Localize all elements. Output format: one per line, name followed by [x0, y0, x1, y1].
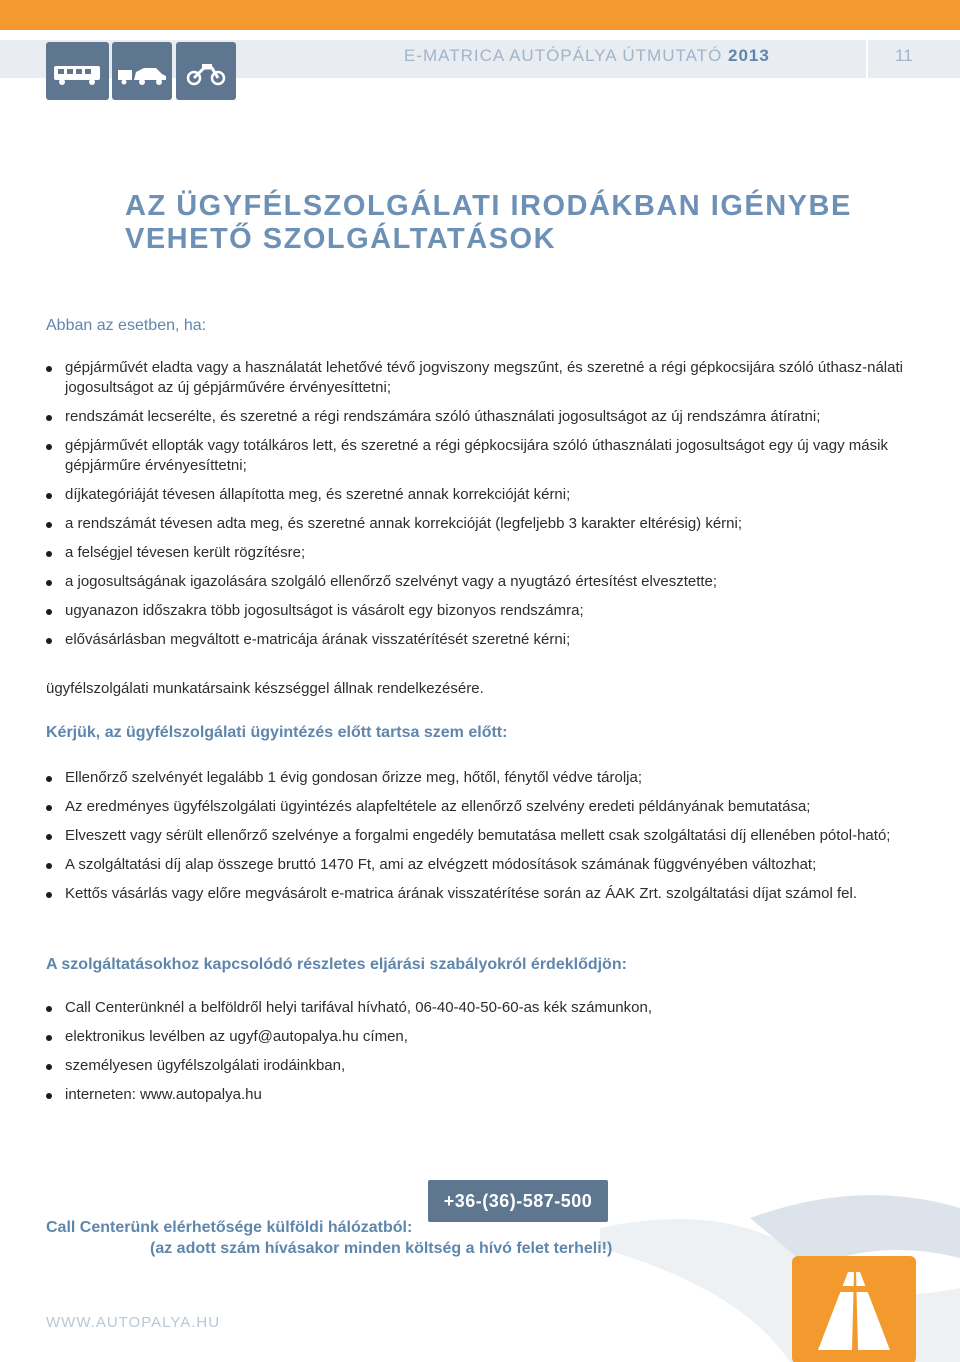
bus-truck-icon	[46, 42, 109, 100]
header-title	[404, 46, 770, 66]
list-item: A szolgáltatási díj alap összege bruttó 1470 Ft, ami az elvégzett módosítások számának függvényében változhat;	[46, 855, 920, 875]
inquiry-list	[46, 998, 920, 1114]
list-item: Az eredményes ügyfélszolgálati ügyintézés alapfeltétele az ellenőrző szelvény eredeti példányának bemutatása;	[46, 797, 920, 817]
reminder-heading: Kérjük, az ügyfélszolgálati ügyintézés előtt tartsa szem előtt:	[46, 724, 508, 741]
page-title	[125, 190, 885, 256]
page-title-line1: AZ ÜGYFÉLSZOLGÁLATI IRODÁKBAN IGÉNYBE	[125, 190, 852, 222]
list-item: rendszámát lecserélte, és szeretné a régi rendszámára szóló úthasználati jogosultságot az új rendszámra átíratni;	[46, 407, 920, 427]
header-divider	[866, 40, 868, 78]
header-title-text: E-MATRICA AUTÓPÁLYA ÚTMUTATÓ	[404, 46, 729, 65]
list-item: gépjárművét ellopták vagy totálkáros lett, és szeretné a régi gépkocsijára szóló úthasználati jogosultságot egy új vagy másik gépjárműre érvényesíttetni;	[46, 436, 920, 476]
phone-number-box[interactable]: +36-(36)-587-500	[428, 1180, 608, 1222]
intro-text: Abban az esetben, ha:	[46, 317, 207, 334]
header-title-year: 2013	[728, 46, 770, 65]
list-item: a jogosultságának igazolására szolgáló ellenőrző szelvényt vagy a nyugtázó értesítést elvesztette;	[46, 572, 920, 592]
motorcycle-icon	[176, 42, 236, 100]
list-item: interneten: www.autopalya.hu	[46, 1085, 920, 1105]
reminders-list	[46, 768, 920, 913]
inquiry-heading: A szolgáltatásokhoz kapcsolódó részletes eljárási szabályokról érdeklődjön:	[46, 956, 627, 973]
list-item: személyesen ügyfélszolgálati irodáinkban,	[46, 1056, 920, 1076]
list-item: gépjárművét eladta vagy a használatát lehetővé tévő jogviszony megszűnt, és szeretné a régi gépkocsijára szóló úthasz-nálati jogosultságot az új gépjárművére érvényesíttetni;	[46, 358, 920, 398]
list-item: a felségjel tévesen került rögzítésre;	[46, 543, 920, 563]
page-title-line2: VEHETŐ SZOLGÁLTATÁSOK	[125, 223, 557, 255]
page-number: 11	[895, 46, 913, 65]
list-item: Elveszett vagy sérült ellenőrző szelvénye a forgalmi engedély bemutatása mellett csak szolgáltatási díj ellenében pótol-ható;	[46, 826, 920, 846]
list-item: Kettős vásárlás vagy előre megvásárolt e-matrica árának visszatérítése során az ÁAK Zrt. szolgáltatási díjat számol fel.	[46, 884, 920, 904]
list-item: ugyanazon időszakra több jogosultságot is vásárolt egy bizonyos rendszámra;	[46, 601, 920, 621]
list-item: Ellenőrző szelvényét legalább 1 évig gondosan őrizze meg, hőtől, fénytől védve tárolja;	[46, 768, 920, 788]
header-curve	[836, 0, 960, 30]
footer-url[interactable]: WWW.AUTOPALYA.HU	[46, 1314, 221, 1331]
list-item: a rendszámát tévesen adta meg, és szeretné annak korrekcióját (legfeljebb 3 karakter eltérésig) kérni;	[46, 514, 920, 534]
list-item: díjkategóriáját tévesen állapította meg, és szeretné annak korrekcióját kérni;	[46, 485, 920, 505]
cases-list	[46, 358, 920, 659]
road-illustration	[560, 1138, 960, 1362]
staff-sentence: ügyfélszolgálati munkatársaink készséggel állnak rendelkezésére.	[46, 680, 484, 697]
list-item: elővásárlásban megváltott e-matricája árának visszatérítését szeretné kérni;	[46, 630, 920, 650]
callcenter-label: Call Centerünk elérhetősége külföldi hálózatból:	[46, 1219, 413, 1236]
list-item: Call Centerünknél a belföldről helyi tarifával hívható, 06-40-40-50-60-as kék számunkon,	[46, 998, 920, 1018]
list-item: elektronikus levélben az ugyf@autopalya.hu címen,	[46, 1027, 920, 1047]
callcenter-note: (az adott szám hívásakor minden költség a hívó felet terheli!)	[150, 1240, 613, 1257]
header-orange-band	[0, 0, 960, 30]
car-trailer-icon	[112, 42, 172, 100]
